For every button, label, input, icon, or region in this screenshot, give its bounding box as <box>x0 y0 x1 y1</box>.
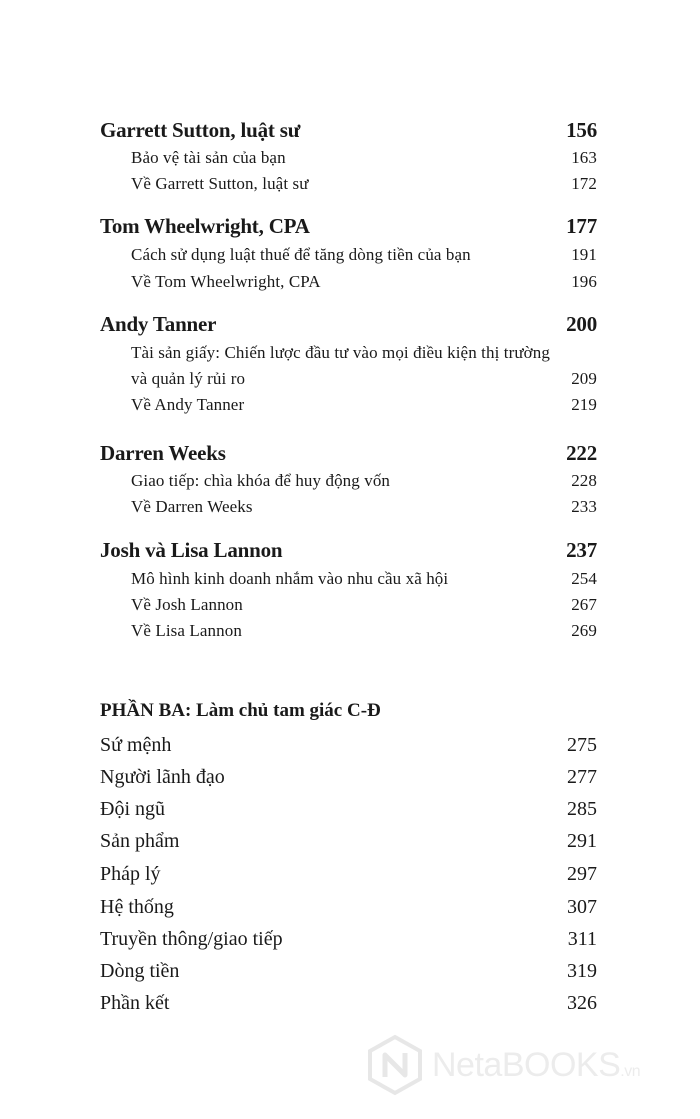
toc-entry-row <box>131 272 597 292</box>
author-page: 222 <box>566 441 597 465</box>
chapter-title: Pháp lý <box>100 863 161 885</box>
toc-entry-row <box>131 621 597 641</box>
entry-title: Giao tiếp: chìa khóa để huy động vốn <box>131 471 391 490</box>
entry-title: Về Darren Weeks <box>131 497 253 516</box>
author-name: Tom Wheelwright, CPA <box>100 214 310 238</box>
toc-author-row <box>100 214 597 239</box>
entry-title: Tài sản giấy: Chiến lược đầu tư vào mọi điều kiện thị trường <box>131 343 550 362</box>
entry-page: 191 <box>571 245 597 264</box>
author-name: Darren Weeks <box>100 441 226 465</box>
chapter-page: 275 <box>567 734 597 756</box>
toc-entry-row <box>131 148 597 168</box>
chapter-row <box>100 766 597 789</box>
watermark-text <box>432 1046 640 1085</box>
entry-page: 254 <box>571 569 597 588</box>
chapter-row <box>100 798 597 821</box>
chapter-row <box>100 928 597 951</box>
chapter-title: Sản phẩm <box>100 830 180 852</box>
watermark-brand: NetaBOOKS <box>432 1045 621 1084</box>
entry-page: 219 <box>571 395 597 414</box>
toc-entry-row <box>131 497 597 517</box>
netabooks-logo-icon <box>364 1034 426 1096</box>
part-three-title: PHẦN BA: Làm chủ tam giác C-Đ <box>100 700 381 721</box>
chapter-title: Sứ mệnh <box>100 734 172 756</box>
toc-author-row <box>100 441 597 466</box>
toc-entry-row <box>131 471 597 491</box>
chapter-title: Hệ thống <box>100 896 174 918</box>
toc-author-row <box>100 118 597 143</box>
entry-title: Về Tom Wheelwright, CPA <box>131 272 321 291</box>
chapter-title: Phần kết <box>100 992 170 1014</box>
entry-page: 196 <box>571 272 597 291</box>
chapter-title: Dòng tiền <box>100 960 180 982</box>
toc-entry-row <box>131 174 597 194</box>
entry-title: Bảo vệ tài sản của bạn <box>131 148 286 167</box>
chapter-page: 285 <box>567 798 597 820</box>
author-page: 237 <box>566 538 597 562</box>
author-page: 156 <box>566 118 597 142</box>
entry-title: Mô hình kinh doanh nhắm vào nhu cầu xã hội <box>131 569 449 588</box>
chapter-row <box>100 830 597 853</box>
entry-title: Cách sử dụng luật thuế để tăng dòng tiền của bạn <box>131 245 471 264</box>
entry-page: 172 <box>571 174 597 193</box>
chapter-title: Đội ngũ <box>100 798 165 820</box>
entry-title: Về Andy Tanner <box>131 395 245 414</box>
chapter-row <box>100 734 597 757</box>
entry-title: Về Josh Lannon <box>131 595 243 614</box>
chapter-title: Truyền thông/giao tiếp <box>100 928 283 950</box>
chapter-page: 297 <box>567 863 597 885</box>
chapter-page: 311 <box>567 928 597 950</box>
author-page: 200 <box>566 312 597 336</box>
entry-page: 228 <box>571 471 597 490</box>
toc-author-row <box>100 538 597 563</box>
watermark-suffix: .vn <box>620 1062 641 1080</box>
author-name: Garrett Sutton, luật sư <box>100 118 301 142</box>
entry-page: 209 <box>571 369 597 388</box>
entry-title: Về Garrett Sutton, luật sư <box>131 174 309 193</box>
author-name: Josh và Lisa Lannon <box>100 538 283 562</box>
chapter-page: 319 <box>567 960 597 982</box>
toc-entry-row <box>131 343 597 363</box>
chapter-row <box>100 896 597 919</box>
toc-entry-row <box>131 369 597 389</box>
entry-page: 163 <box>571 148 597 167</box>
toc-entry-row <box>131 395 597 415</box>
chapter-page: 291 <box>567 830 597 852</box>
entry-page: 269 <box>571 621 597 640</box>
entry-title: Về Lisa Lannon <box>131 621 242 640</box>
entry-page: 267 <box>571 595 597 614</box>
toc-entry-row <box>131 245 597 265</box>
toc-author-row <box>100 312 597 337</box>
chapter-row <box>100 992 597 1015</box>
chapter-page: 326 <box>567 992 597 1014</box>
chapter-page: 277 <box>567 766 597 788</box>
chapter-page: 307 <box>567 896 597 918</box>
watermark <box>364 1030 700 1100</box>
entry-page: 233 <box>571 497 597 516</box>
toc-entry-row <box>131 569 597 589</box>
entry-title: và quản lý rủi ro <box>131 369 246 388</box>
chapter-row <box>100 960 597 983</box>
author-page: 177 <box>566 214 597 238</box>
author-name: Andy Tanner <box>100 312 217 336</box>
chapter-title: Người lãnh đạo <box>100 766 225 788</box>
toc-entry-row <box>131 595 597 615</box>
chapter-row <box>100 863 597 886</box>
